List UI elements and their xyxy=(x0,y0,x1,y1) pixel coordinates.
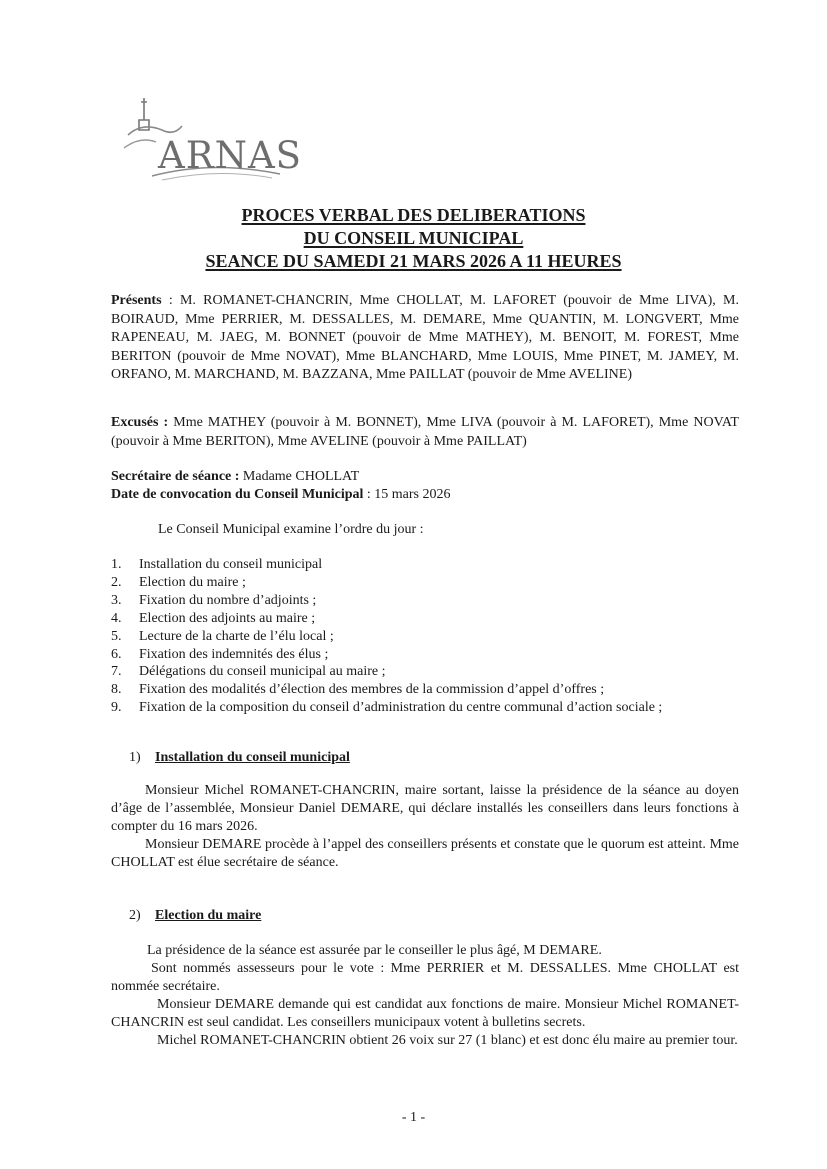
agenda-text: Lecture de la charte de l’élu local ; xyxy=(139,628,334,644)
agenda-text: Fixation des modalités d’élection des membres de la commission d’appel d’offres ; xyxy=(139,682,605,698)
section-2-paragraph-4: Michel ROMANET-CHANCRIN obtient 26 voix sur 27 (1 blanc) et est donc élu maire au premier tour. xyxy=(157,1033,738,1048)
section-1-title: Installation du conseil municipal xyxy=(155,750,350,765)
agenda-item xyxy=(111,628,751,646)
section-2-title: Election du maire xyxy=(155,908,262,923)
agenda-number: 7. xyxy=(111,664,122,680)
secretaire-line xyxy=(111,468,739,487)
agenda-intro: Le Conseil Municipal examine l’ordre du jour : xyxy=(158,522,424,537)
section-1-number: 1) xyxy=(129,750,141,765)
agenda-item xyxy=(111,681,751,699)
page-number: - 1 - xyxy=(401,1110,426,1125)
agenda-number: 6. xyxy=(111,646,122,662)
title-line-2: DU CONSEIL MUNICIPAL xyxy=(303,228,524,248)
agenda-text: Election du maire ; xyxy=(139,574,246,590)
agenda-number: 2. xyxy=(111,574,122,590)
excuses-paragraph xyxy=(111,414,739,451)
section-2-paragraph-1: La présidence de la séance est assurée par le conseiller le plus âgé, M DEMARE. xyxy=(147,943,602,958)
agenda-item xyxy=(111,663,751,681)
section-1-paragraph-2: Monsieur DEMARE procède à l’appel des conseillers présents et constate que le quorum est atteint. Mme CHOLLAT est élue secrétaire de séance. xyxy=(111,837,739,870)
agenda-item xyxy=(111,610,751,628)
presents-paragraph xyxy=(111,292,739,385)
agenda-number: 1. xyxy=(111,557,122,572)
agenda-item xyxy=(111,556,751,574)
title-line-3: SEANCE DU SAMEDI 21 MARS 2026 A 11 HEURES xyxy=(205,251,622,271)
agenda-number: 4. xyxy=(111,610,122,626)
presents-label: Présents xyxy=(111,293,162,308)
agenda-item xyxy=(111,646,751,664)
secretaire-value: Madame CHOLLAT xyxy=(239,469,360,484)
section-2-body xyxy=(111,942,739,1050)
agenda-item xyxy=(111,574,751,592)
document-title xyxy=(0,204,827,273)
excuses-label: Excusés : xyxy=(111,415,169,430)
agenda-number: 5. xyxy=(111,628,122,644)
excuses-text: Mme MATHEY (pouvoir à M. BONNET), Mme LIVA (pouvoir à M. LAFORET), Mme NOVAT (pouvoir à Mme BERITON), Mme AVELINE (pouvoir à Mme PAILLAT) xyxy=(111,415,739,449)
secretaire-label: Secrétaire de séance : xyxy=(111,469,240,484)
agenda-list xyxy=(111,556,751,717)
agenda-item xyxy=(111,592,751,610)
agenda-text: Fixation du nombre d’adjoints ; xyxy=(139,592,317,608)
agenda-text: Election des adjoints au maire ; xyxy=(139,610,316,626)
convocation-line xyxy=(111,486,739,505)
arnas-logo xyxy=(122,90,303,190)
section-2-number: 2) xyxy=(129,908,141,923)
section-2-paragraph-3: Monsieur DEMARE demande qui est candidat aux fonctions de maire. Monsieur Michel ROMANET-CHANCRIN est seul candidat. Les conseillers municipaux votent à bulletins secrets. xyxy=(111,997,739,1030)
convocation-label: Date de convocation du Conseil Municipal xyxy=(111,487,364,502)
logo-text: ARNAS xyxy=(158,134,303,177)
agenda-number: 9. xyxy=(111,700,122,716)
presents-text: : M. ROMANET-CHANCRIN, Mme CHOLLAT, M. LAFORET (pouvoir de Mme LIVA), M. BOIRAUD, Mme PERRIER, M. DESSALLES, M. DEMARE, Mme QUANTIN, M. LONGVERT, Mme RAPENEAU, M. JAEG, M. BONNET (pouvoir de Mme MATHEY), M. BENOIT, M. FOREST, Mme BERITON (pouvoir de Mme NOVAT), Mme BLANCHARD, Mme LOUIS, Mme PINET, M. JAMEY, M. ORFANO, M. MARCHAND, M. BAZZANA, Mme PAILLAT (pouvoir de Mme AVELINE) xyxy=(111,293,739,383)
agenda-text: Délégations du conseil municipal au maire ; xyxy=(139,664,386,680)
convocation-value: : 15 mars 2026 xyxy=(363,487,451,502)
agenda-number: 8. xyxy=(111,682,122,698)
agenda-number: 3. xyxy=(111,592,122,608)
section-1-body xyxy=(111,782,739,872)
section-2-paragraph-2: Sont nommés assesseurs pour le vote : Mme PERRIER et M. DESSALLES. Mme CHOLLAT est nommée secrétaire. xyxy=(111,961,739,994)
agenda-text: Installation du conseil municipal xyxy=(139,557,323,572)
agenda-item xyxy=(111,699,751,717)
agenda-text: Fixation de la composition du conseil d’administration du centre communal d’action sociale ; xyxy=(139,700,663,716)
title-line-1: PROCES VERBAL DES DELIBERATIONS xyxy=(241,205,586,225)
agenda-text: Fixation des indemnités des élus ; xyxy=(139,646,329,662)
section-1-paragraph-1: Monsieur Michel ROMANET-CHANCRIN, maire sortant, laisse la présidence de la séance au doyen d’âge de l’assemblée, Monsieur Daniel DEMARE, qui déclare installés les conseillers dans leurs fonctions à compter du 16 mars 2026. xyxy=(111,783,739,834)
